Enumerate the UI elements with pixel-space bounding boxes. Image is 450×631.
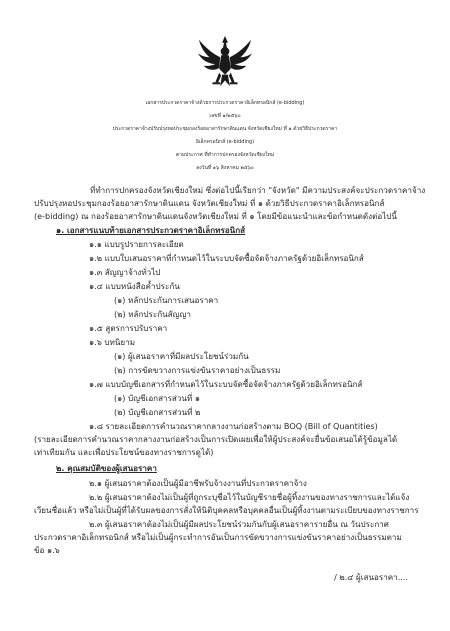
list-sub-item: (๑) หลักประกันการเสนอราคา [114,295,219,305]
list-item: ๒.๓ ผู้เสนอราคาต้องไม่เป็นผู้มีผลประโยชน์ร่วมกันกับผู้เสนอราคารายอื่น ณ วันประกาศ [89,519,389,529]
list-sub-item: (๒) การขัดขวางการแข่งขันราคาอย่างเป็นธรรม [114,365,281,375]
list-item: ๑.๓ สัญญาจ้างทั่วไป [89,267,161,277]
section-2-heading: ๒. คุณสมบัติของผู้เสนอราคา [56,463,157,473]
list-item: ๑.๖ บทนิยาม [89,337,136,347]
list-item: ๒.๒ ผู้เสนอราคาต้องไม่เป็นผู้ที่ถูกระบุชื่อไว้ในบัญชีรายชื่อผู้ทิ้งงานของทางราชการและได้แจ้ง [89,492,410,502]
list-sub-item: (๒) บัญชีเอกสารส่วนที่ ๒ [114,407,201,417]
list-item-continuation: ข้อ ๑.๖ [34,545,60,555]
list-item-continuation: เท่าเทียมกัน และเพื่อประโยชน์ของทางราชการดูได้) [34,447,214,457]
doc-subject-line-1: ประกวดราคาจ้างปรับปรุงหอประชุมกองร้อยอาสารักษาดินแดน จังหวัดเชียงใหม่ ที่ ๑ ด้วยวิธีประกวดราคา [112,126,338,132]
next-page-reference: / ๒.๔ ผู้เสนอราคา.... [334,572,408,582]
intro-paragraph-line: ปรับปรุงหอประชุมกองร้อยอาสารักษาดินแดน จังหวัดเชียงใหม่ ที่ ๑ ด้วยวิธีประกวดราคาอิเล็กทรอนิกส์ [34,198,385,208]
intro-paragraph-line: (e-bidding) ณ กองร้อยอาสารักษาดินแดนจังหวัดเชียงใหม่ ที่ ๑ โดยมีข้อแนะนำและข้อกำหนดดังต่อไปนี้ [34,211,397,221]
doc-title: เอกสารประกวดราคาจ้างด้วยการประกวดราคาอิเล็กทรอนิกส์ (e-bidding) [145,100,305,106]
list-item: ๒.๑ ผู้เสนอราคาต้องเป็นผู้มีอาชีพรับจ้างงานที่ประกวดราคาจ้าง [89,478,307,488]
list-sub-item: (๑) ผู้เสนอราคาที่มีผลประโยชน์ร่วมกัน [114,351,249,361]
list-sub-item: (๑) บัญชีเอกสารส่วนที่ ๑ [114,393,200,403]
list-item-continuation: ประกวดราคาอิเล็กทรอนิกส์ หรือไม่เป็นผู้กระทำการอันเป็นการขัดขวางการแข่งขันราคาอย่างเป็นธรรมตาม [34,532,402,542]
list-item: ๑.๒ แบบใบเสนอราคาที่กำหนดไว้ในระบบจัดซื้อจัดจ้างภาครัฐด้วยอิเล็กทรอนิกส์ [89,253,364,263]
intro-paragraph-line: ที่ทำการปกครองจังหวัดเชียงใหม่ ซึ่งต่อไปนี้เรียกว่า "จังหวัด" มีความประสงค์จะประกวดราคาจ้าง [90,185,426,195]
doc-subject-line-2: อิเล็กทรอนิกส์ (e-bidding) [195,139,255,145]
list-item-continuation: เวียนชื่อแล้ว หรือไม่เป็นผู้ที่ได้รับผลของการสั่งให้นิติบุคคลหรือบุคคลอื่นเป็นผู้ทิ้งงานตามระเบียบของทางราชการ [34,505,419,515]
section-1-heading: ๑. เอกสารแนบท้ายเอกสารประกวดราคาอิเล็กทรอนิกส์ [56,225,246,235]
doc-number: เลขที่ ๑/๒๕๖๐ [209,113,241,119]
list-item: ๑.๗ แบบบัญชีเอกสารที่กำหนดไว้ในระบบจัดซื้อจัดจ้างภาครัฐด้วยอิเล็กทรอนิกส์ [89,379,363,389]
list-item: ๑.๑ แบบรูปรายการละเอียด [89,239,184,249]
list-item: ๑.๘ รายละเอียดการคำนวณราคากลางงานก่อสร้างตาม BOQ (Bill of Quantities) [89,421,378,431]
list-item: ๑.๕ สูตรการปรับราคา [89,323,168,333]
list-item: ๑.๔ แบบหนังสือค้ำประกัน [89,281,180,291]
doc-announcement: ตามประกาศ ที่ทำการปกครองจังหวัดเชียงใหม่ [175,152,275,158]
list-item-continuation: (รายละเอียดการคำนวณราคากลางงานก่อสร้างเป็นการเปิดเผยเพื่อให้ผู้ประสงค์จะยื่นข้อเสนอได้รู้ข้อมูลได้ [34,434,398,444]
garuda-emblem-icon [196,34,254,92]
doc-date: ลงวันที่ ๑๖ สิงหาคม ๒๕๖๐ [196,165,254,171]
list-sub-item: (๒) หลักประกันสัญญา [114,309,191,319]
